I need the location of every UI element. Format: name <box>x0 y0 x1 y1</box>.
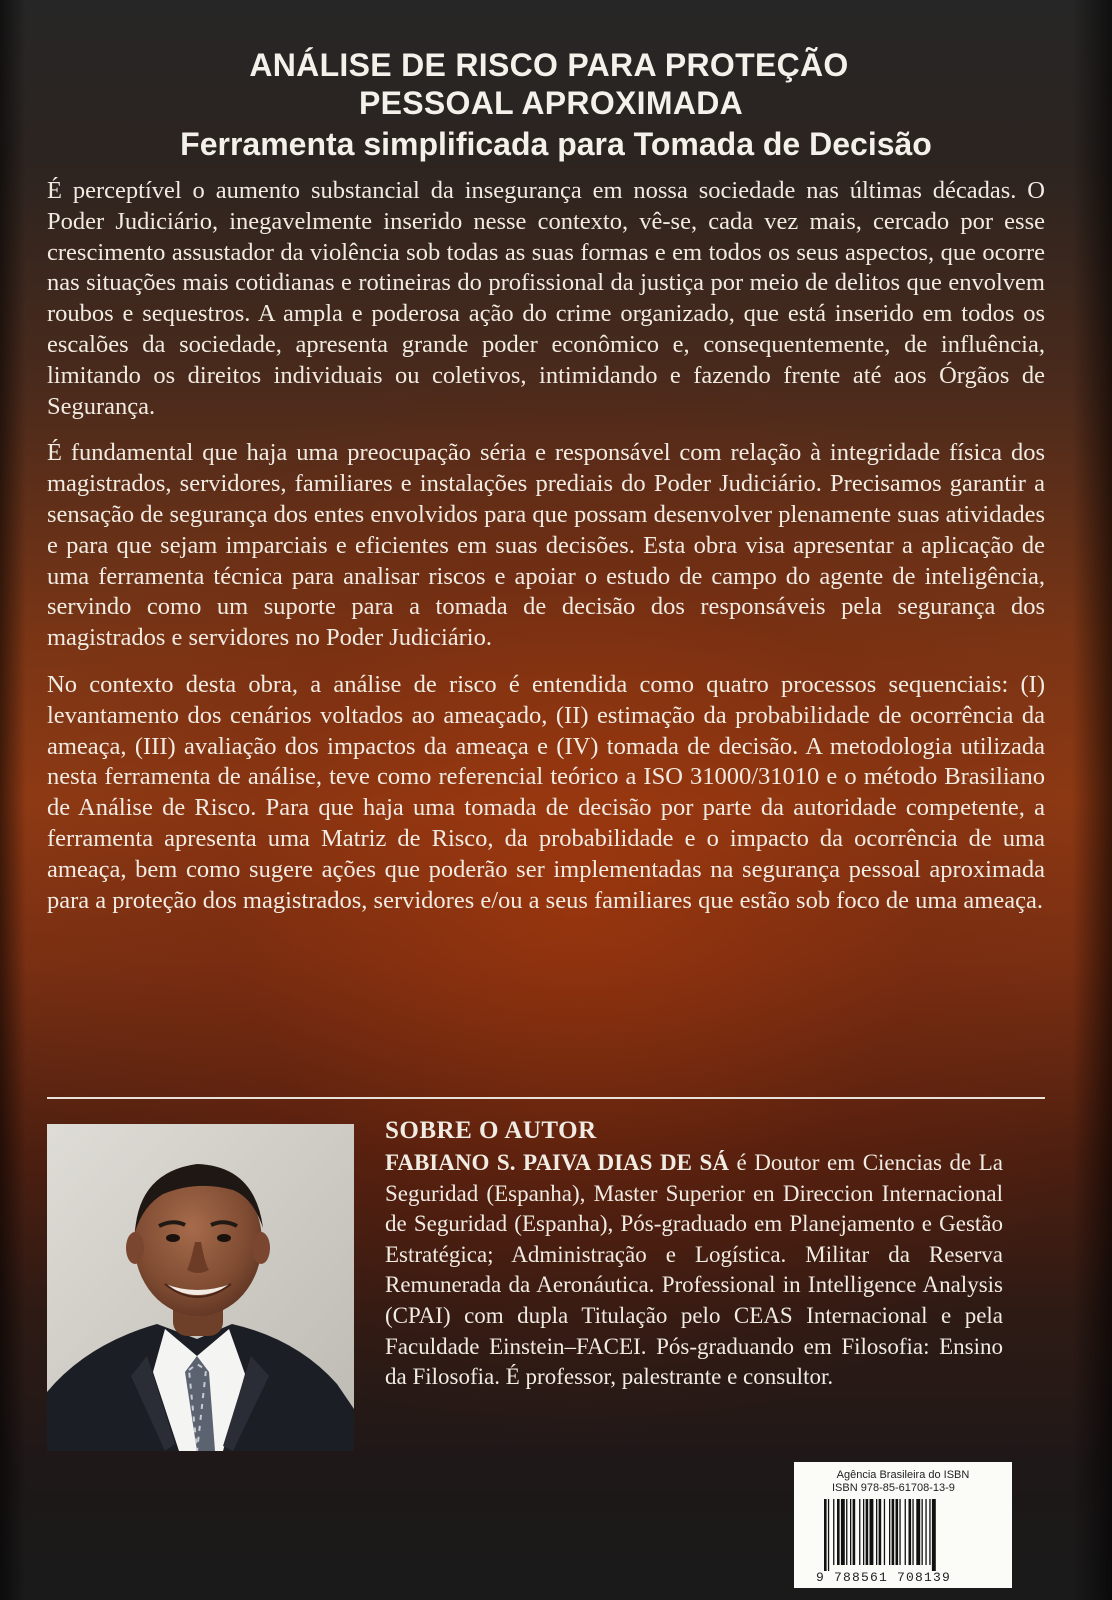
barcode-bar <box>837 1499 840 1565</box>
subtitle: Ferramenta simplificada para Tomada de Decisão <box>180 126 932 162</box>
author-heading: SOBRE O AUTOR <box>385 1117 597 1144</box>
barcode-bar <box>876 1499 877 1565</box>
author-bio-text: é Doutor em Ciencias de La Seguridad (Espanha), Master Superior en Direccion Internacional de Seguridad (Espanha), Pós-graduado em Planejamento e Gestão Estratégica; Administração e Logística. Militar da Reserva Remunerada da Aeronáutica. Professional in Intelligence Analysis (CPAI) com dupla Titulação pelo CEAS Internacional e pela Faculdade Einstein–FACEI. Pós-graduando em Filosofia: Ensino da Filosofia. É professor, palestrante e consultor. <box>385 1150 1003 1390</box>
barcode-bar <box>905 1499 906 1565</box>
barcode-bar <box>912 1499 913 1565</box>
cover-edge-shadow-left <box>0 0 26 1600</box>
barcode-bar <box>879 1499 882 1565</box>
title-line-2: PESSOAL APROXIMADA <box>358 85 744 121</box>
isbn-agency: Agência Brasileira do ISBN <box>836 1469 970 1481</box>
section-divider <box>47 1097 1045 1099</box>
barcode-bar <box>922 1499 923 1565</box>
barcode-bar <box>909 1499 912 1565</box>
isbn-number: ISBN 978-85-61708-13-9 <box>832 1482 955 1494</box>
barcode-bar <box>899 1499 900 1565</box>
synopsis <box>47 176 1045 932</box>
synopsis-paragraph-1: É perceptível o aumento substancial da insegurança em nossa sociedade nas últimas décadas. O Poder Judiciário, inegavelmente inserido nesse contexto, vê-se, cada vez mais, cercado por esse crescimento assustador da violência sob todas as suas formas e em todos os seus aspectos, que ocorre nas situações mais cotidianas e rotineiras do profissional da justiça por meio de delitos que envolvem roubos e sequestros. A ampla e poderosa ação do crime organizado, que está inserido em todos os escalões da sociedade, apresenta grande poder econômico e, consequentemente, de influência, limitando os direitos individuais ou coletivos, intimidando e fazendo frente até aos Órgãos de Segurança. <box>47 177 1045 420</box>
barcode-bar <box>929 1499 930 1565</box>
synopsis-paragraph-3: No contexto desta obra, a análise de risco é entendida como quatro processos sequenciais: (I) levantamento dos cenários voltados ao ameaçado, (II) estimação da probabilidade de ocorrência da ameaça, (III) avaliação dos impactos da ameaça e (IV) tomada de decisão. A metodologia utilizada nesta ferramenta de análise, teve como referencial teórico a ISO 31000/31010 e o método Brasiliano de Análise de Risco. Para que haja uma tomada de decisão por parte da autoridade competente, a ferramenta apresenta uma Matriz de Risco, da probabilidade e o impacto da ocorrência de uma ameaça, bem como sugere ações que poderão ser implementadas na segurança pessoal aproximada para a proteção dos magistrados, servidores e/ou a seus familiares que estão sob foco de uma ameaça. <box>47 670 1045 914</box>
barcode-bar <box>870 1499 874 1565</box>
title-line-1: ANÁLISE DE RISCO PARA PROTEÇÃO <box>249 47 849 83</box>
barcode-bar <box>884 1499 885 1565</box>
synopsis-paragraph-2: É fundamental que haja uma preocupação séria e responsável com relação à integridade física dos magistrados, servidores, familiares e instalações prediais do Poder Judiciário. Precisamos garantir a sensação de segurança dos entes envolvidos para que possam desenvolver plenamente suas atividades e para que sejam imparciais e eficientes em suas decisões. Esta obra visa apresentar a aplicação de uma ferramenta técnica para analisar riscos e apoiar o estudo de campo do agente de inteligência, servindo como um suporte para a tomada de decisão dos responsáveis pela segurança dos magistrados e servidores no Poder Judiciário. <box>47 439 1045 652</box>
author-photo <box>47 1124 354 1451</box>
barcode-bar <box>850 1499 851 1565</box>
barcode-bar <box>889 1499 890 1565</box>
barcode-bar <box>859 1499 860 1565</box>
barcode-bar <box>896 1499 899 1565</box>
barcode-bar <box>828 1499 829 1571</box>
barcode-bar <box>841 1499 845 1565</box>
author-bio <box>385 1148 1003 1393</box>
barcode-bar <box>853 1499 856 1565</box>
author-name: FABIANO S. PAIVA DIAS DE SÁ <box>385 1150 729 1175</box>
about-author <box>385 1114 1003 1393</box>
barcode-bar <box>824 1499 827 1571</box>
barcode-bar <box>916 1499 920 1565</box>
barcode-icon <box>824 1499 984 1571</box>
barcode-bar <box>866 1499 869 1565</box>
barcode-bar <box>863 1499 864 1565</box>
barcode-bar <box>925 1499 926 1565</box>
author-portrait-illustration <box>47 1124 354 1451</box>
barcode-bar <box>892 1499 895 1565</box>
isbn-label <box>794 1462 1012 1588</box>
barcode-digits: 9 788561 708139 <box>816 1570 952 1585</box>
barcode-bar <box>833 1499 834 1565</box>
barcode-bar <box>932 1499 936 1571</box>
barcode-bar <box>846 1499 847 1565</box>
title-block <box>0 46 1112 164</box>
cover-edge-shadow-right <box>1072 0 1112 1600</box>
